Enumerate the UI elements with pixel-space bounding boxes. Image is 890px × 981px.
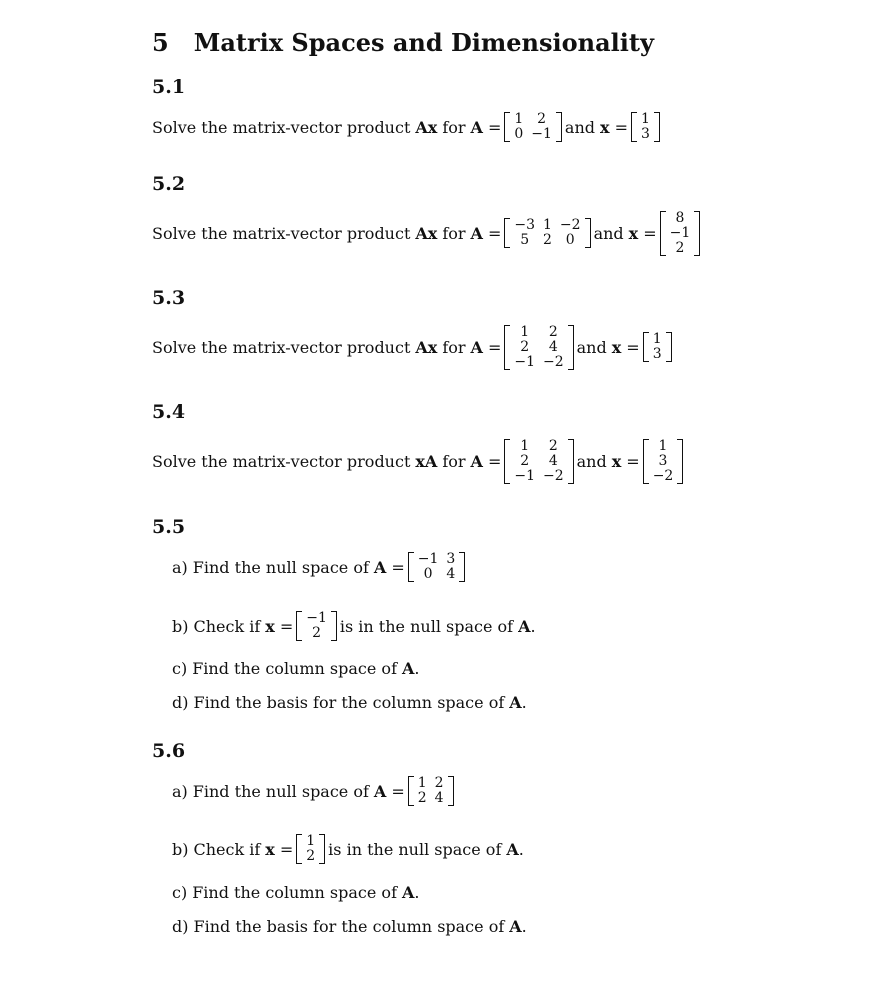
matrix-entry: 1 [520, 437, 530, 454]
problem-5-1-statement: Solve the matrix-vector product Ax for A = 1 2 0 −1 and x = 1 3 [152, 102, 663, 152]
matrix-entry: 5 [520, 232, 530, 248]
matrix-entry: 1 [520, 323, 530, 340]
problem-5-3-heading: 5.3 [152, 287, 186, 309]
right-bracket [654, 112, 660, 142]
matrix-A [504, 325, 573, 370]
right-bracket [585, 218, 591, 248]
matrix-entry: 2 [548, 323, 558, 340]
matrix-entry: 1 [640, 111, 650, 127]
matrix-entry: −2 [559, 217, 581, 233]
problem-5-4-heading: 5.4 [152, 401, 186, 423]
matrix-entry: −2 [543, 467, 564, 484]
right-bracket [568, 439, 574, 484]
problem-5-6-part-b: b) Check if x = 1 2 is in the null space of A . [172, 833, 524, 864]
matrix-body [649, 332, 666, 362]
matrix-entry: 4 [446, 566, 456, 582]
matrix-entry: −1 [514, 353, 535, 370]
problem-5-1-heading: 5.1 [152, 76, 186, 98]
matrix-entry: 2 [306, 848, 316, 864]
matrix-body [414, 552, 460, 582]
section-heading [152, 28, 654, 57]
matrix-entry: 1 [417, 775, 427, 791]
matrix-entry: −1 [531, 126, 552, 142]
problem-5-6-part-c: c) Find the column space of A . [172, 882, 420, 902]
right-bracket [448, 776, 454, 806]
matrix-entry: 4 [434, 790, 444, 806]
matrix-entry: 1 [514, 111, 524, 127]
problem-5-5-heading: 5.5 [152, 516, 186, 538]
matrix-entry: 2 [434, 775, 444, 791]
matrix-entry: −1 [306, 610, 327, 626]
matrix-body [510, 439, 567, 484]
matrix-entry: −2 [543, 353, 564, 370]
matrix-entry: 4 [548, 452, 558, 469]
matrix-A [504, 218, 590, 248]
matrix-body [637, 112, 654, 142]
problem-5-5-part-d: d) Find the basis for the column space of A . [172, 692, 527, 712]
right-bracket [556, 112, 562, 142]
matrix-entry: 1 [306, 833, 316, 849]
matrix-entry: 3 [446, 551, 456, 567]
vector-x [643, 439, 684, 484]
vector-x [296, 834, 325, 864]
matrix-entry: −2 [652, 467, 674, 484]
matrix-entry: 1 [543, 217, 552, 233]
problem-5-4-statement: Solve the matrix-vector product xA for A = 1 2 2 4 −1 −2 and x = 1 3 −2 [152, 430, 686, 492]
vector-x [643, 332, 672, 362]
matrix-entry: 1 [658, 437, 668, 454]
matrix-entry: 2 [543, 232, 552, 248]
matrix-entry: 1 [652, 331, 662, 347]
matrix-entry: 0 [514, 126, 524, 142]
matrix-entry: −1 [417, 551, 439, 567]
matrix-body [414, 776, 448, 806]
matrix-entry: −1 [669, 224, 691, 241]
matrix-body [302, 611, 331, 641]
problem-5-2-statement: Solve the matrix-vector product Ax for A = −3 1 −2 5 2 0 and x = 8 −1 2 [152, 202, 703, 264]
right-bracket [666, 332, 672, 362]
matrix-body [510, 112, 556, 142]
problem-5-3-statement: Solve the matrix-vector product Ax for A = 1 2 2 4 −1 −2 and x = 1 3 [152, 316, 675, 378]
vector-x [660, 211, 701, 256]
problem-5-6-part-d: d) Find the basis for the column space of A . [172, 916, 527, 936]
right-bracket [694, 211, 700, 256]
matrix-A [408, 776, 454, 806]
matrix-entry: 2 [312, 625, 322, 641]
matrix-entry: 3 [640, 126, 650, 142]
matrix-body [302, 834, 319, 864]
right-bracket [459, 552, 465, 582]
matrix-entry: 2 [548, 437, 558, 454]
right-bracket [319, 834, 325, 864]
problem-5-5-part-c: c) Find the column space of A . [172, 658, 420, 678]
right-bracket [568, 325, 574, 370]
problem-5-6-heading: 5.6 [152, 740, 186, 762]
matrix-entry: 8 [675, 209, 685, 226]
matrix-entry: 3 [652, 346, 662, 362]
matrix-entry: 4 [548, 338, 558, 355]
section-title: Matrix Spaces and Dimensionality [193, 28, 654, 57]
matrix-A [408, 552, 466, 582]
problem-5-6-part-a: a) Find the null space of A = 1 2 2 4 [172, 768, 457, 814]
matrix-entry: 2 [537, 111, 547, 127]
matrix-entry: 0 [565, 232, 575, 248]
matrix-entry: 2 [417, 790, 427, 806]
matrix-entry: 3 [658, 452, 668, 469]
matrix-body [666, 211, 695, 256]
vector-x [296, 611, 337, 641]
problem-5-2-heading: 5.2 [152, 173, 186, 195]
matrix-A [504, 112, 562, 142]
matrix-entry: −3 [514, 217, 535, 233]
matrix-A [504, 439, 573, 484]
problem-5-5-part-b: b) Check if x = −1 2 is in the null space of A . [172, 610, 536, 641]
matrix-entry: 2 [520, 338, 530, 355]
matrix-entry: −1 [514, 467, 535, 484]
right-bracket [331, 611, 337, 641]
matrix-entry: 0 [423, 566, 433, 582]
vector-x [631, 112, 660, 142]
section-number: 5 [152, 28, 169, 57]
matrix-body [649, 439, 678, 484]
matrix-body [510, 218, 584, 248]
right-bracket [677, 439, 683, 484]
problem-5-5-part-a: a) Find the null space of A = −1 3 0 4 [172, 544, 468, 590]
matrix-entry: 2 [520, 452, 530, 469]
matrix-body [510, 325, 567, 370]
matrix-entry: 2 [675, 239, 685, 256]
